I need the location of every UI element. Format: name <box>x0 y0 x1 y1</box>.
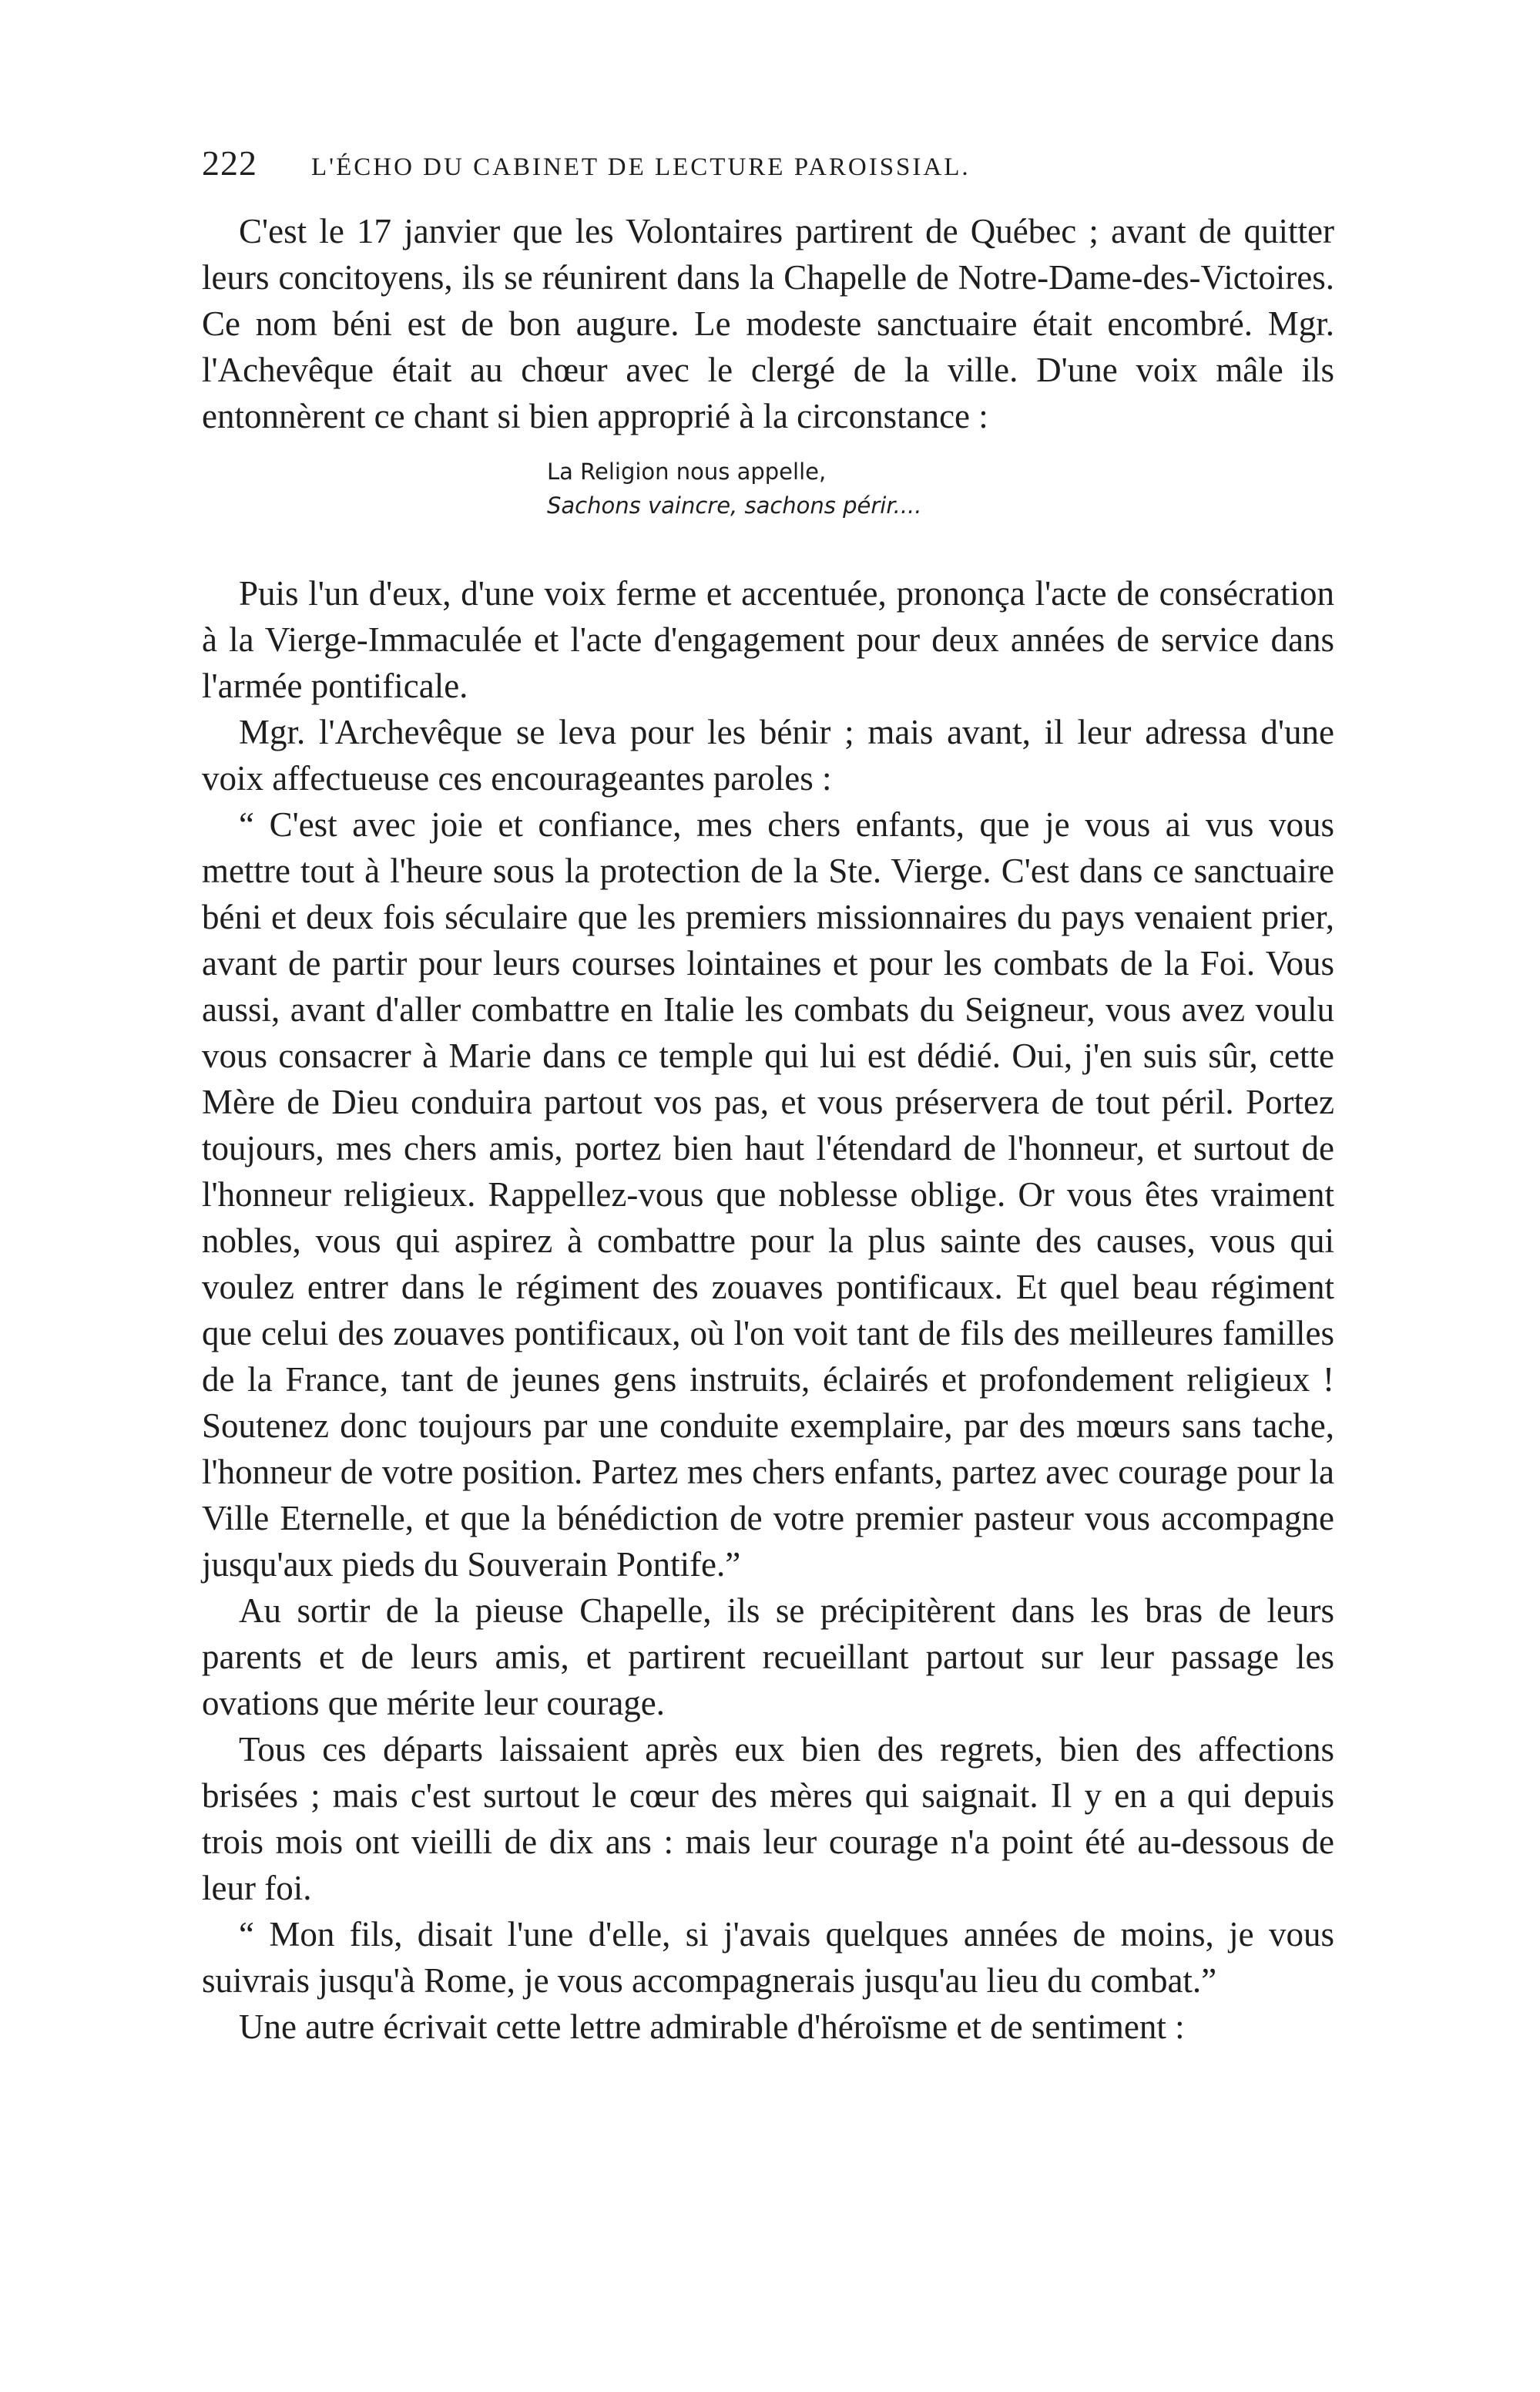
book-page <box>202 0 1334 2392</box>
hymn-verse <box>547 455 1334 522</box>
verse-line: Sachons vaincre, sachons périr.... <box>547 492 922 519</box>
paragraph-departure: C'est le 17 janvier que les Volontaires partirent de Québec ; avant de quitter leurs concitoyens, ils se réunirent dans la Chapelle de Notre-Dame-des-Victoires. Ce nom béni est de bon augure. Le modeste sanctuaire était encombré. Mgr. l'Achevêque était au chœur avec le clergé de la ville. D'une voix mâle ils entonnèrent ce chant si bien approprié à la circonstance : <box>202 212 1334 435</box>
paragraph-letter-intro: Une autre écrivait cette lettre admirable d'héroïsme et de sentiment : <box>239 2007 1185 2046</box>
page-number: 222 <box>202 143 257 183</box>
paragraph-mother-quote: “ Mon fils, disait l'une d'elle, si j'avais quelques années de moins, je vous suivrais jusqu'à Rome, je vous accompagnerais jusqu'au lieu du combat.” <box>202 1915 1334 2000</box>
paragraph-speech: “ C'est avec joie et confiance, mes chers enfants, que je vous ai vus vous mettre tout à l'heure sous la protection de la Ste. Vierge. C'est dans ce sanctuaire béni et deux fois séculaire que les premiers missionnaires du pays venaient prier, avant de partir pour leurs courses lointaines et pour les combats de la Foi. Vous aussi, avant d'aller combattre en Italie les combats du Seigneur, vous avez voulu vous consacrer à Marie dans ce temple qui lui est dédié. Oui, j'en suis sûr, cette Mère de Dieu conduira partout vos pas, et vous préservera de tout péril. Portez toujours, mes chers amis, portez bien haut l'étendard de l'honneur, et surtout de l'honneur religieux. Rappellez-vous que noblesse oblige. Or vous êtes vraiment nobles, vous qui aspirez à combattre pour la plus sainte des causes, vous qui voulez entrer dans le régiment des zouaves pontificaux. Et quel beau régiment que celui des zouaves pontificaux, où l'on voit tant de fils des meilleures familles de la France, tant de jeunes gens instruits, éclairés et profondement religieux ! Soutenez donc toujours par une conduite exemplaire, par des mœurs sans tache, l'honneur de votre position. Partez mes chers enfants, partez avec courage pour la Ville Eternelle, et que la bénédiction de votre premier pasteur vous accompagne jusqu'aux pieds du Souverain Pontife.” <box>202 805 1334 1584</box>
paragraph-archbishop: Mgr. l'Archevêque se leva pour les bénir ; mais avant, il leur adressa d'une voix affectueuse ces encourageantes paroles : <box>202 713 1334 798</box>
paragraph-farewell: Au sortir de la pieuse Chapelle, ils se précipitèrent dans les bras de leurs parents et de leurs amis, et partirent recueillant partout sur leur passage les ovations que mérite leur courage. <box>202 1591 1334 1722</box>
paragraph-consecration: Puis l'un d'eux, d'une voix ferme et accentuée, prononça l'acte de consécration à la Vierge-Immaculée et l'acte d'engagement pour deux années de service dans l'armée pontificale. <box>202 574 1334 705</box>
running-header <box>202 143 1122 189</box>
body-text <box>202 208 1334 2050</box>
running-title: L'ÉCHO DU CABINET DE LECTURE PAROISSIAL. <box>311 153 971 181</box>
paragraph-mothers: Tous ces départs laissaient après eux bien des regrets, bien des affections brisées ; mais c'est surtout le cœur des mères qui saignait. Il y en a qui depuis trois mois ont vieilli de dix ans : mais leur courage n'a point été au-dessous de leur foi. <box>202 1730 1334 1907</box>
verse-line: La Religion nous appelle, <box>547 459 827 485</box>
